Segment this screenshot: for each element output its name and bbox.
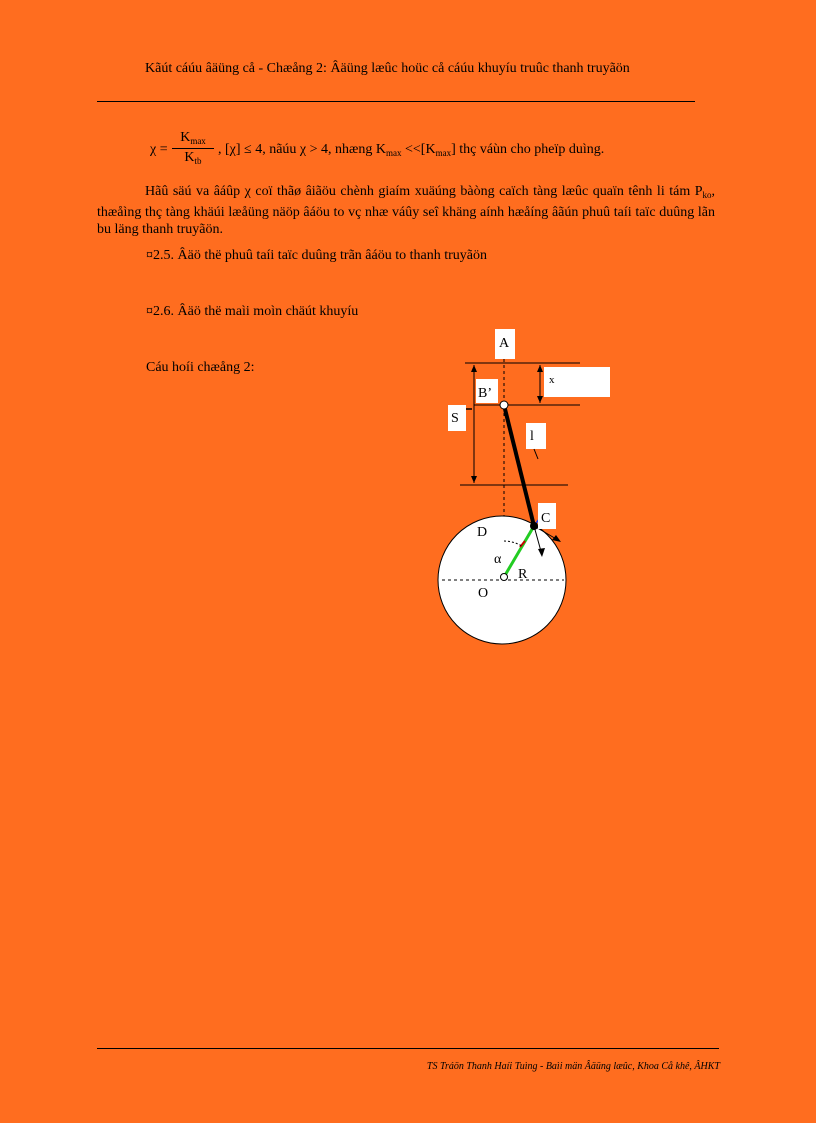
formula-fraction [172,130,214,166]
formula-den-sub: tb [194,156,202,166]
label-R: R [518,567,528,582]
label-D: D [477,525,488,540]
label-S: S [451,411,459,426]
piston-pin [500,401,508,409]
formula-chi: χ = [150,142,168,157]
label-l: l [530,429,534,444]
header-rule [97,101,695,102]
header-title: Kãút cáúu âäüng cå - Chæång 2: Âäüng læûc hoüc cå cáúu khuyíu truûc thanh truyãön [145,61,630,76]
formula-num: K [180,130,191,145]
label-B: B’ [478,386,492,401]
formula-den: K [184,150,195,165]
label-x: x [549,374,555,386]
crank-diagram [420,325,630,645]
chapter-questions: Cáu hoíi chæång 2: [146,360,255,375]
footer-rule [97,1048,719,1049]
crank-pin [530,522,538,530]
section-2-6: ¤2.6. Âäö thë maìi moìn chäút khuyíu [146,304,359,319]
body-paragraph: Hãû säú va âáûp χ coï thãø âiãöu chènh giaím xuäúng bàòng caïch tàng læûc quaïn tênh li tám $P_{ko}$, thæåìng thç tàng khäúi læåüng näöp âáöu to vç nhæ váûy seî khäng aính hæåíng âãún phuû taíi taïc duûng lãn bu läng thanh truyãön. [97,184,715,237]
label-A: A [499,336,510,351]
formula-num-sub: max [190,136,206,146]
chi-formula [150,130,710,178]
crank-center [501,574,508,581]
footer-credit: TS Tráön Thanh Haíi Tuìng - Baìi män Âäüng læûc, Khoa Cå khê, ÂHKT [426,1061,720,1072]
formula-rest: , [χ] ≤ 4, nãúu χ > 4, nhæng $K_{max} <<[K_{max}]$ thç váùn cho pheïp duìng. [218,142,605,158]
label-l-box [526,423,546,449]
label-O: O [478,586,489,601]
label-C: C [541,511,551,526]
label-alpha: α [494,552,502,567]
section-2-5: ¤2.5. Âäö thë phuû taíi taïc duûng trãn âáöu to thanh truyãön [146,248,487,263]
page-header [97,58,692,80]
